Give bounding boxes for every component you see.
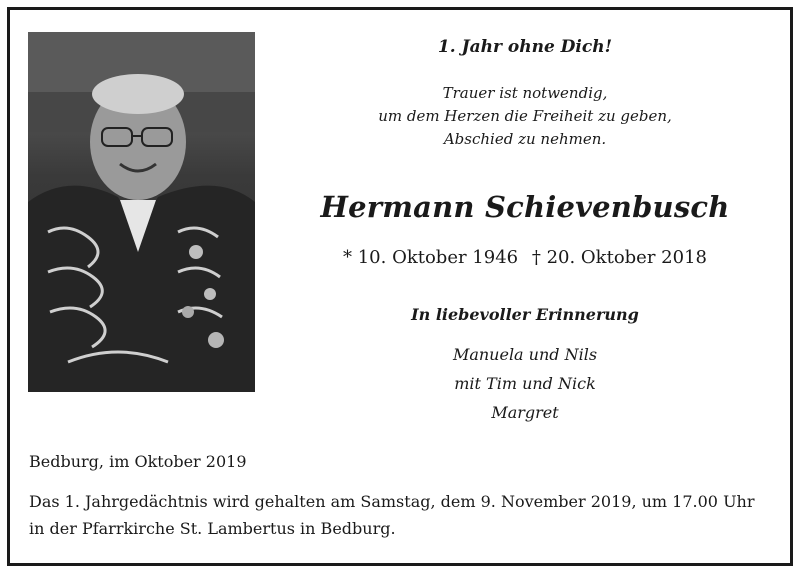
birth-date: * 10. Oktober 1946 <box>343 247 519 268</box>
portrait-photo <box>28 32 255 392</box>
notice-line: Das 1. Jahrgedächtnis wird gehalten am Samstag, dem 9. November 2019, um 17.00 Uhr <box>29 492 755 511</box>
remembrance-heading: In liebevoller Erinnerung <box>411 305 639 324</box>
poem <box>280 82 770 151</box>
mourner-line: Manuela und Nils <box>452 345 598 364</box>
place-date: Bedburg, im Oktober 2019 <box>29 452 247 471</box>
memorial-notice <box>29 488 779 542</box>
notice-line: in der Pfarrkirche St. Lambertus in Bedburg. <box>29 519 396 538</box>
mourner-line: mit Tim und Nick <box>454 374 596 393</box>
death-date: † 20. Oktober 2018 <box>531 247 707 268</box>
mourner-line: Margret <box>491 403 559 422</box>
poem-line: Trauer ist notwendig, <box>442 84 608 102</box>
anniversary-heading: 1. Jahr ohne Dich! <box>437 37 613 57</box>
deceased-name: Hermann Schievenbusch <box>320 190 730 224</box>
mourners-list <box>280 340 770 427</box>
life-dates <box>280 247 770 268</box>
poem-line: Abschied zu nehmen. <box>443 130 607 148</box>
poem-line: um dem Herzen die Freiheit zu geben, <box>378 107 672 125</box>
